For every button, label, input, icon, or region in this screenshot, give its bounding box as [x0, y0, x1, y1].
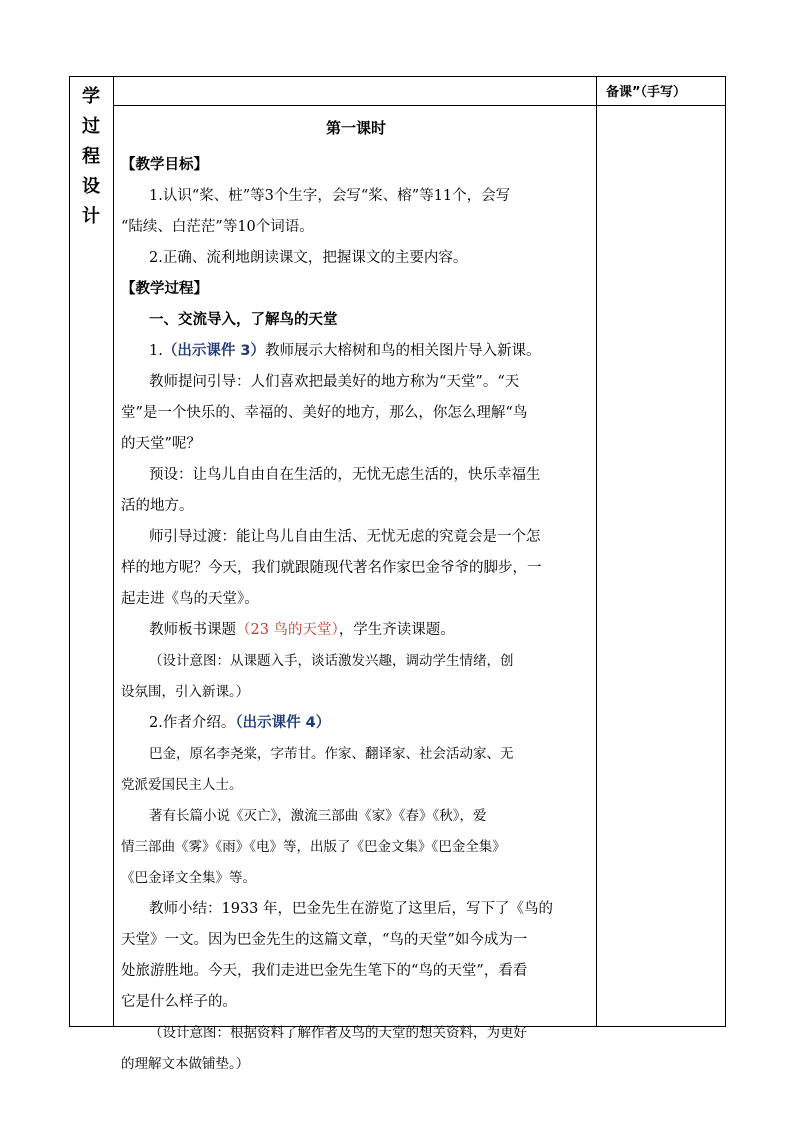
- bio-line: 巴金，原名李尧棠，字芾甘。作家、翻译家、社会活动家、无: [149, 746, 514, 762]
- sidebar-char: 计: [82, 206, 100, 227]
- bio-line: 《巴金译文全集》等。: [121, 870, 256, 886]
- step-text: 2.作者介绍。: [149, 715, 236, 731]
- sidebar-char: 学: [82, 86, 100, 107]
- summary-line: 教师小结：1933 年，巴金先生在游览了这里后，写下了《鸟的: [149, 901, 554, 917]
- lesson-content: [121, 106, 591, 1072]
- step-text: 教师展示大榕树和鸟的相关图片导入新课。: [264, 343, 541, 359]
- design-note: （设计意图：从课题入手，谈话激发兴趣，调动学生情绪，创: [149, 653, 514, 669]
- goal-line: 1.认识“桨、桩”等3个生字，会写“桨、榕”等11个，会写: [149, 188, 511, 204]
- preset-line: 预设：让鸟儿自由自在生活的，无忧无虑生活的，快乐幸福生: [149, 467, 541, 483]
- sidebar-char: 程: [82, 146, 100, 167]
- process-heading: 【教学过程】: [121, 281, 208, 297]
- question-line: 的天堂”呢？: [121, 436, 201, 452]
- design-note: （设计意图：根据资料了解作者及鸟的天堂的想关资料，为更好: [149, 1025, 527, 1041]
- summary-line: 处旅游胜地。今天，我们走进巴金先生笔下的“鸟的天堂”，看看: [121, 963, 528, 979]
- sidebar-char: 过: [82, 116, 100, 137]
- bio-line: 著有长篇小说《灭亡》，激流三部曲《家》《春》《秋》，爱: [149, 808, 487, 824]
- section-heading: 一、交流导入，了解鸟的天堂: [149, 312, 338, 328]
- goal-line: “陆续、白茫茫”等10个词语。: [121, 219, 314, 235]
- goal-line: 2.正确、流利地朗读课文，把握课文的主要内容。: [149, 250, 468, 266]
- summary-line: 它是什么样子的。: [121, 994, 237, 1010]
- sidebar-label: [69, 76, 113, 1027]
- sidebar-char: 设: [82, 176, 100, 197]
- step-1: [121, 336, 591, 367]
- preset-line: 活的地方。: [121, 498, 194, 514]
- board-line: [121, 615, 591, 646]
- notes-column-header: 备课”（手写）: [606, 85, 687, 100]
- summary-line: 天堂》一文。因为巴金先生的这篇文章，“鸟的天堂”如今成为一: [121, 932, 528, 948]
- bio-line: 情三部曲《雾》《雨》《电》等，出版了《巴金文集》《巴金全集》: [121, 839, 506, 855]
- step-number: 1.: [149, 343, 163, 359]
- design-note: 的理解文本做铺垫。）: [121, 1056, 250, 1072]
- question-line: 堂”是一个快乐的、幸福的、美好的地方，那么，你怎么理解“鸟: [121, 405, 528, 421]
- board-post: ，学生齐读课题。: [338, 622, 455, 638]
- design-note: 设氛围，引入新课。）: [121, 684, 250, 700]
- question-line: 教师提问引导：人们喜欢把最美好的地方称为“天堂”。“天: [149, 374, 520, 390]
- board-title-ref: （23 鸟的天堂）: [236, 622, 339, 638]
- transition-line: 起走进《鸟的天堂》。: [121, 591, 259, 607]
- transition-line: 样的地方呢？今天，我们就跟随现代著名作家巴金爷爷的脚步，一: [121, 560, 542, 576]
- courseware-ref: （出示课件 4）: [235, 715, 331, 731]
- transition-line: 师引导过渡：能让鸟儿自由生活、无忧无虑的究竟会是一个怎: [149, 529, 541, 545]
- bio-line: 党派爱国民主人士。: [121, 777, 243, 793]
- goals-heading: 【教学目标】: [121, 157, 208, 173]
- step-2: [121, 708, 591, 739]
- lesson-title: 第一课时: [325, 119, 386, 137]
- courseware-ref: （出示课件 3）: [162, 343, 265, 359]
- board-pre: 教师板书课题: [149, 622, 236, 638]
